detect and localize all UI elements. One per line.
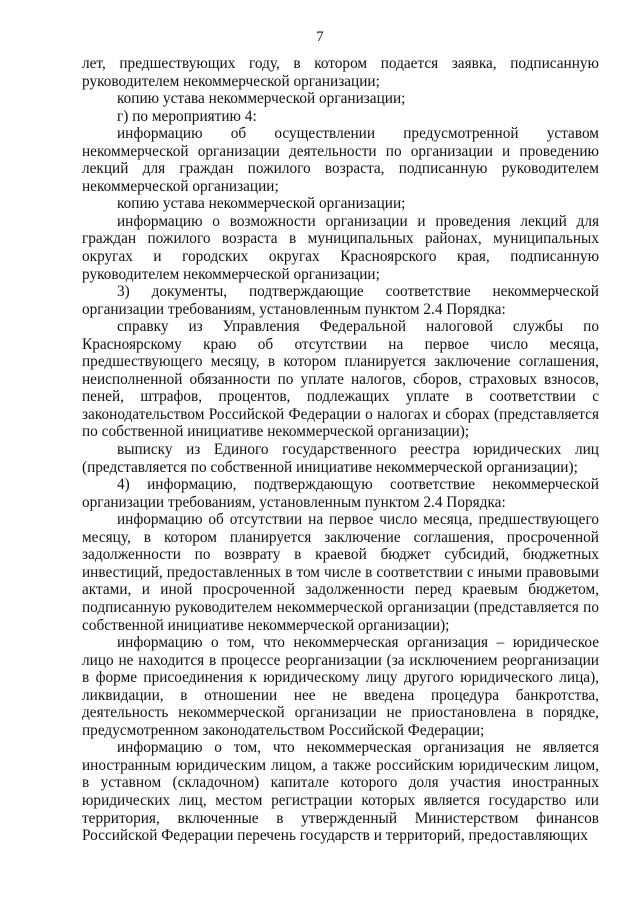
page-number: 7: [316, 29, 324, 45]
paragraph-charter-copy-2: копию устава некоммерческой организации;: [117, 195, 406, 213]
paragraph-lectures-info: информацию о возможности организации и проведения лекций для граждан пожилого возраста в муниципальных районах, муниципальных округах и городских округах Красноярского края, подписанную руководителем некоммерческой организации;: [82, 212, 599, 283]
paragraph-debt-info: информацию об отсутствии на первое число месяца, предшествующего месяцу, в котором планируется заключение соглашения, просроченной задолженности по возврату в краевой бюджет субсидий, бюджетных инвестиций, предоставленных в том числе в соответствии с иными правовыми актами, и иной просроченной задолженности перед краевым бюджетом, подписанную руководителем некоммерческой организации (представляется по собственной инициативе некоммерческой организации);: [82, 511, 599, 634]
paragraph-registry-extract: выписку из Единого государственного реестра юридических лиц (представляется по собственной инициативе некоммерческой организации);: [82, 441, 599, 476]
paragraph-foreign-entity-info: информацию о том, что некоммерческая организация не является иностранным юридическим лицом, а также российским юридическим лицом, в уставном (складочном) капитале которого доля участия иностранных юридических лиц, местом регистрации которых является государство или территория, включенные в утвержденный Министерством финансов Российской Федерации перечень государств и территорий, предоставляющих: [82, 739, 599, 845]
paragraph-reorganization-info: информацию о том, что некоммерческая организация – юридическое лицо не находится в процессе реорганизации (за исключением реорганизации в форме присоединения к юридическому лицу другого юридического лица), ликвидации, в отношении нее не введена процедура банкротства, деятельность некоммерческой организации не приостановлена в порядке, предусмотренном законодательством Российской Федерации;: [82, 634, 599, 739]
paragraph-charter-copy: копию устава некоммерческой организации;: [117, 90, 406, 108]
paragraph-information-heading: 4) информацию, подтверждающую соответствие некоммерческой организации требованиям, установленным пунктом 2.4 Порядка:: [82, 476, 599, 511]
paragraph-event-4-heading: г) по мероприятию 4:: [117, 107, 257, 125]
paragraph-activity-info: информацию об осуществлении предусмотренной уставом некоммерческой организации деятельности по организации и проведению лекций для граждан пожилого возраста, подписанную руководителем некоммерческой организации;: [82, 125, 599, 195]
paragraph-documents-heading: 3) документы, подтверждающие соответствие некоммерческой организации требованиям, установленным пунктом 2.4 Порядка:: [82, 283, 599, 318]
document-body: [82, 55, 599, 845]
paragraph-tax-certificate: справку из Управления Федеральной налоговой службы по Красноярскому краю об отсутствии на первое число месяца, предшествующего месяцу, в котором планируется заключение соглашения, неисполненной обязанности по уплате налогов, сборов, страховых взносов, пеней, штрафов, процентов, подлежащих уплате в соответствии с законодательством Российской Федерации о налогах и сборах (представляется по собственной инициативе некоммерческой организации);: [82, 318, 599, 441]
paragraph-continuation: лет, предшествующих году, в котором подается заявка, подписанную руководителем некоммерческой организации;: [82, 55, 599, 90]
